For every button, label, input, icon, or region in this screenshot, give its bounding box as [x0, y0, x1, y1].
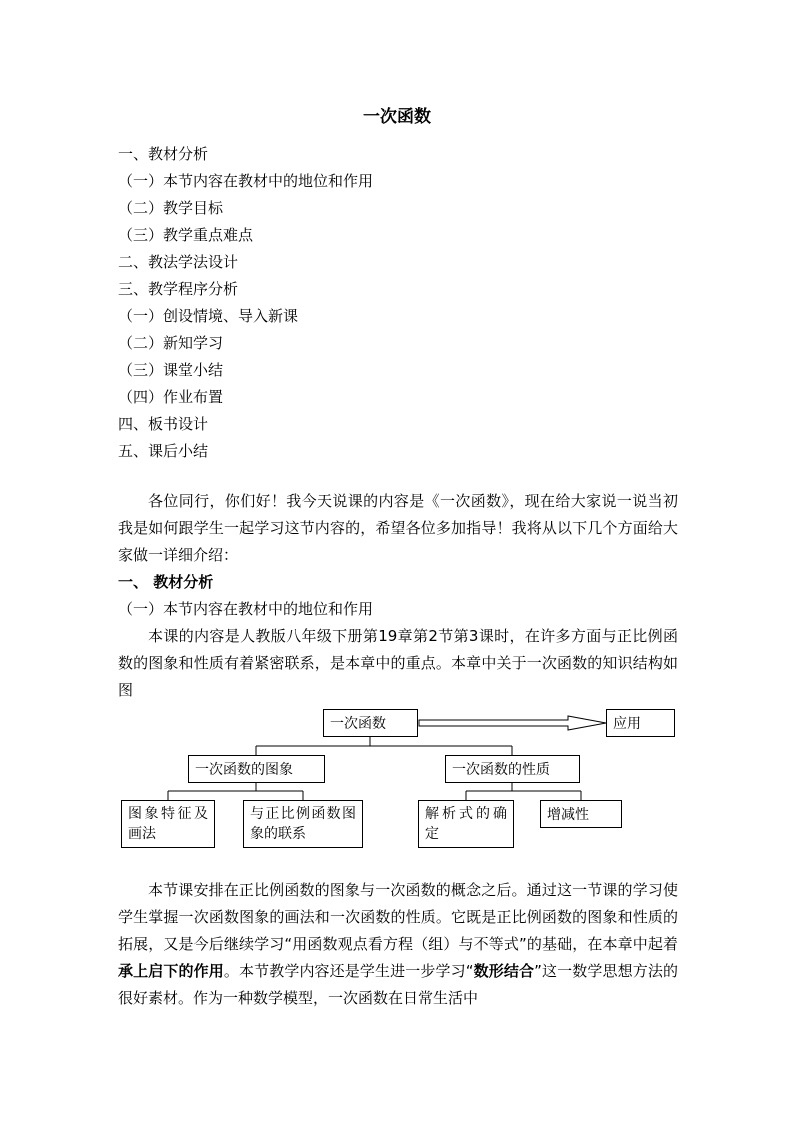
outline-list: [118, 141, 678, 465]
subsection-heading: （一）本节内容在教材中的地位和作用: [118, 600, 374, 618]
diagram-node-monotonicity: 增减性: [540, 800, 622, 828]
intro-paragraph: 各位同行，你们好！我今天说课的内容是《一次函数》，现在给大家说一说当初我是如何跟学生一起学习这节内容的，希望各位多加指导！我将从以下几个方面给大家做一详细介绍：: [118, 492, 678, 564]
paragraph-text: ”这一数学思想方法的很好素材。作为一种数学模型，一次函数在日常生活中: [118, 962, 678, 1007]
outline-item: 三、教学程序分析: [118, 280, 239, 298]
outline-item: （三）课堂小结: [118, 361, 224, 379]
document-title: 一次函数: [363, 107, 431, 127]
closing-block: [118, 877, 678, 1012]
diagram-node-graph: 一次函数的图象: [188, 755, 325, 783]
outline-item: （二）教学目标: [118, 199, 224, 217]
body-paragraph: 本课的内容是人教版八年级下册第19章第2节第3课时，在许多方面与正比例函数的图象和性质有着紧密联系，是本章中的重点。本章中关于一次函数的知识结构如图: [118, 627, 678, 699]
diagram-node-graph-features: 图象特征及画法: [121, 800, 215, 848]
outline-item: （一）创设情境、导入新课: [118, 307, 299, 325]
knowledge-structure-diagram: [118, 705, 678, 855]
intro-block: [118, 488, 678, 704]
outline-item: （一）本节内容在教材中的地位和作用: [118, 172, 374, 190]
outline-item: 四、板书设计: [118, 415, 209, 433]
diagram-node-root: 一次函数: [323, 709, 418, 737]
outline-item: （四）作业布置: [118, 388, 224, 406]
outline-item: 五、课后小结: [118, 442, 209, 460]
arrow-connector: [419, 716, 606, 730]
outline-item: （三）教学重点难点: [118, 226, 254, 244]
outline-item: （二）新知学习: [118, 334, 224, 352]
body-paragraph: [118, 877, 678, 1012]
outline-item: 一、教材分析: [118, 145, 209, 163]
paragraph-text: 本节课安排在正比例函数的图象与一次函数的概念之后。通过这一节课的学习使学生掌握一次函数图象的画法和一次函数的性质。它既是正比例函数的图象和性质的拓展，又是今后继续学习“用函数观点看方程（组）与不等式”的基础，在本章中起着: [118, 881, 678, 953]
emphasis-text: 承上启下的作用: [118, 962, 224, 980]
diagram-node-proportional-relation: 与正比例函数图象的联系: [243, 800, 363, 848]
section-heading: 一、 教材分析: [118, 573, 214, 591]
diagram-node-application: 应用: [606, 709, 675, 737]
outline-item: 二、教法学法设计: [118, 253, 239, 271]
diagram-node-expression: 解析式的确定: [418, 800, 514, 848]
diagram-node-property: 一次函数的性质: [445, 755, 580, 783]
paragraph-text: 。本节教学内容还是学生进一步学习“: [223, 962, 474, 980]
emphasis-text: 数形结合: [473, 962, 535, 980]
